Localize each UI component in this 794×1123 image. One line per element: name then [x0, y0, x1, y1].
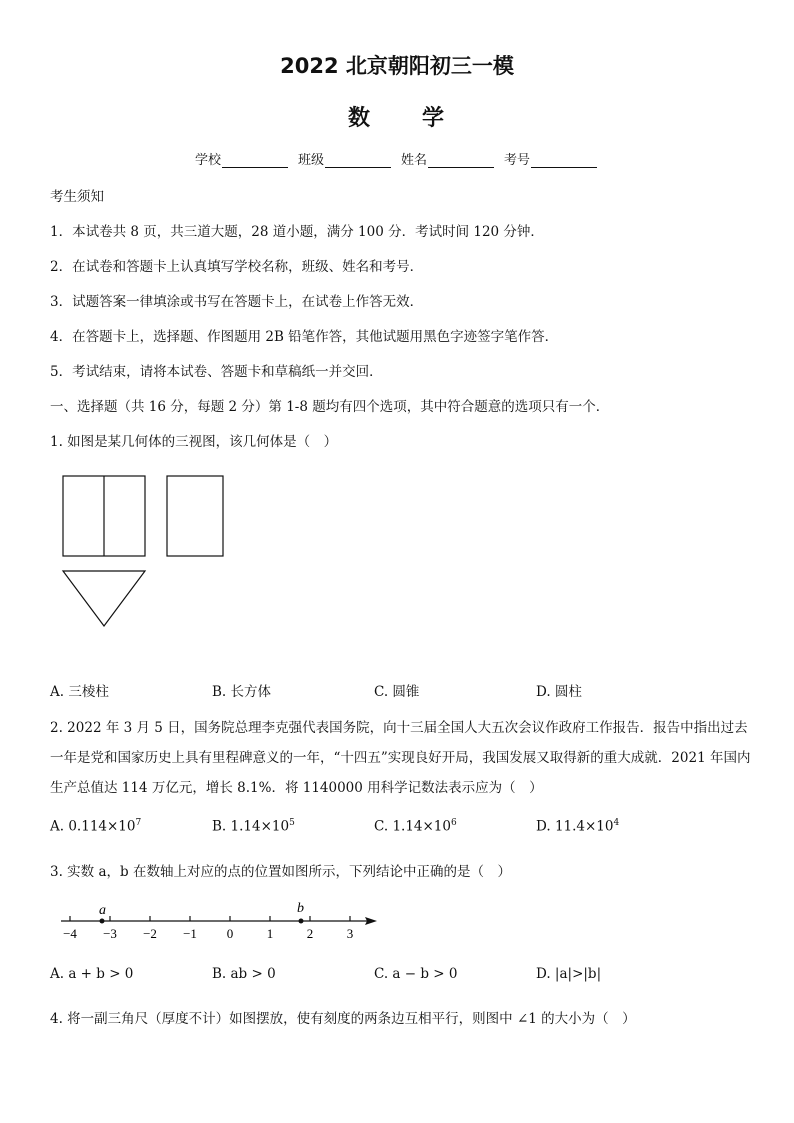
option-c[interactable]: C. a − b > 0: [374, 966, 458, 982]
option-b[interactable]: B. ab > 0: [212, 966, 276, 982]
notice-item: 3．试题答案一律填涂或书写在答题卡上，在试卷上作答无效．: [50, 294, 424, 310]
class-field[interactable]: [298, 149, 391, 168]
subject-title: [0, 101, 794, 132]
option-c[interactable]: C. $1.14\times 10^6$: [374, 818, 457, 835]
point-a-label: a: [99, 903, 106, 918]
number-line-tick-label: −3: [103, 926, 117, 941]
point-a: [100, 919, 105, 924]
class-label: 班级: [298, 153, 325, 168]
exam-number-label: 考号: [504, 153, 531, 168]
option-a[interactable]: A. $0.114\times 10^7$: [50, 818, 142, 835]
option-d[interactable]: D. 圆柱: [536, 684, 582, 700]
question-2-options: [50, 818, 750, 835]
option-b[interactable]: B. 长方体: [212, 684, 272, 700]
school-label: 学校: [195, 153, 222, 168]
number-line-tick-label: −4: [63, 926, 77, 941]
name-blank[interactable]: [428, 154, 494, 168]
question-4-stem: 4. 将一副三角尺（厚度不计）如图摆放，使有刻度的两条边互相平行，则图中 ∠1 的大小为（ ）: [50, 1011, 636, 1027]
option-a[interactable]: A. 三棱柱: [50, 684, 109, 700]
option-b[interactable]: B. $1.14\times 10^5$: [212, 818, 295, 835]
exam-number-blank[interactable]: [531, 154, 597, 168]
number-line-tick-label: 1: [266, 926, 274, 941]
name-field[interactable]: [401, 149, 494, 168]
option-d[interactable]: D. $11.4\times 10^4$: [536, 818, 620, 835]
notice-item: 4．在答题卡上，选择题、作图题用 2B 铅笔作答，其他试题用黑色字迹签字笔作答．: [50, 329, 559, 345]
notice-item: 2．在试卷和答题卡上认真填写学校名称，班级、姓名和考号．: [50, 259, 424, 275]
question-3-options: [50, 966, 750, 982]
section-heading: 一、选择题（共 16 分，每题 2 分）第 1-8 题均有四个选项，其中符合题意的选项只有一个．: [50, 399, 610, 415]
school-blank[interactable]: [222, 154, 288, 168]
number-line-tick-label: 0: [226, 926, 234, 941]
top-view: [63, 571, 145, 626]
number-line-figure: [55, 898, 385, 946]
class-blank[interactable]: [325, 154, 391, 168]
number-line-tick-label: −2: [143, 926, 157, 941]
option-c[interactable]: C. 圆锥: [374, 684, 420, 700]
student-info-fields: [195, 149, 597, 168]
question-2-stem: 2. 2022 年 3 月 5 日，国务院总理李克强代表国务院，向十三届全国人大五次会议作政府工作报告．报告中指出过去一年是党和国家历史上具有里程碑意义的一年，“十四五”实现良好开局，我国发展又取得新的重大成就．2021 年国内生产总值达 114 万亿元，增长 8.1%．将 1140000 用科学记数法表示应为（ ）: [50, 720, 751, 796]
three-view-figure: [60, 473, 230, 631]
option-d[interactable]: D. |a|>|b|: [536, 966, 602, 982]
number-line-tick-label: −1: [183, 926, 197, 941]
question-1-options: [50, 680, 750, 700]
subject-char-1: 数: [347, 106, 372, 131]
notice-item: 5．考试结束，请将本试卷、答题卡和草稿纸一并交回．: [50, 364, 383, 380]
number-line-tick-label: 3: [346, 926, 354, 941]
exam-number-field[interactable]: [504, 149, 597, 168]
point-b-label: b: [297, 901, 304, 916]
number-line-tick-label: 2: [306, 926, 314, 941]
notice-item: 1．本试卷共 8 页，共三道大题，28 道小题，满分 100 分．考试时间 120 分钟．: [50, 224, 544, 240]
subject-char-2: 学: [422, 106, 447, 131]
school-field[interactable]: [195, 149, 288, 168]
question-1-stem: 1. 如图是某几何体的三视图，该几何体是（ ）: [50, 434, 338, 450]
name-label: 姓名: [401, 153, 428, 168]
side-view: [167, 476, 223, 556]
question-3-stem: 3. 实数 a，b 在数轴上对应的点的位置如图所示，下列结论中正确的是（ ）: [50, 864, 511, 880]
notice-heading: 考生须知: [50, 189, 104, 205]
option-a[interactable]: A. a + b > 0: [50, 966, 134, 982]
page-title: 2022 北京朝阳初三一模: [280, 54, 514, 78]
point-b: [299, 919, 304, 924]
